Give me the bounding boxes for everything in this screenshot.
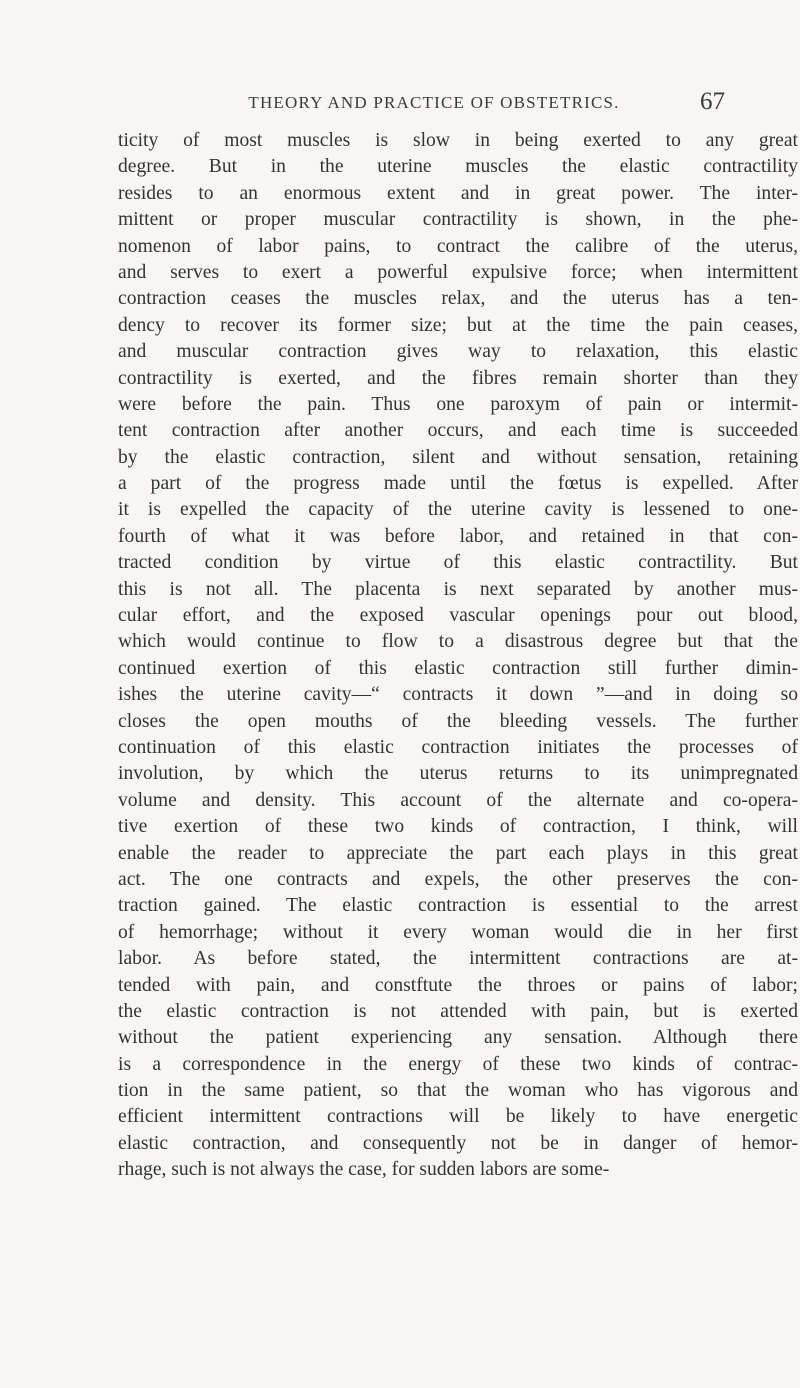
text-line: ticity of most muscles is slow in being exerted to any great (118, 130, 798, 151)
text-line: resides to an enormous extent and in great power. The inter- (118, 182, 798, 204)
text-line: closes the open mouths of the bleeding vessels. The further (118, 710, 798, 732)
text-line: and muscular contraction gives way to relaxation, this elastic (118, 341, 798, 363)
text-line: degree. But in the uterine muscles the elastic contractility (118, 156, 798, 178)
text-line: contraction ceases the muscles relax, and the uterus has a ten- (118, 288, 798, 310)
text-line: without the patient experiencing any sensation. Although there (118, 1027, 798, 1049)
text-line: continuation of this elastic contraction initiates the processes of (118, 736, 798, 758)
text-line: nomenon of labor pains, to contract the calibre of the uterus, (118, 235, 798, 257)
text-line: fourth of what it was before labor, and retained in that con- (118, 525, 798, 547)
text-line: cular effort, and the exposed vascular openings pour out blood, (118, 605, 798, 627)
text-line: contractility is exerted, and the fibres remain shorter than they (118, 367, 798, 389)
page-number: 67 (700, 88, 725, 115)
text-line: labor. As before stated, the intermittent contractions are at- (118, 948, 798, 970)
text-line: elastic contraction, and consequently not be in danger of hemor- (118, 1132, 798, 1154)
text-line: this is not all. The placenta is next separated by another mus- (118, 578, 798, 600)
text-line: is a correspondence in the energy of these two kinds of contrac- (118, 1053, 798, 1075)
text-line: dency to recover its former size; but at the time the pain ceases, (118, 314, 798, 336)
text-line: by the elastic contraction, silent and without sensation, retaining (118, 446, 798, 468)
text-line: involution, by which the uterus returns to its unimpregnated (118, 763, 798, 785)
text-line: volume and density. This account of the alternate and co-opera- (118, 789, 798, 811)
text-line: which would continue to flow to a disastrous degree but that the (118, 631, 798, 653)
text-line: efficient intermittent contractions will be likely to have energetic (118, 1106, 798, 1128)
text-line: the elastic contraction is not attended with pain, but is exerted (118, 1000, 798, 1022)
text-line: and serves to exert a powerful expulsive force; when intermittent (118, 261, 798, 283)
text-line: enable the reader to appreciate the part each plays in this great (118, 842, 798, 864)
text-line: rhage, such is not always the case, for sudden labors are some- (118, 1159, 610, 1181)
text-line: it is expelled the capacity of the uterine cavity is lessened to one- (118, 499, 798, 521)
text-line: ishes the uterine cavity—“ contracts it down ”—and in doing so (118, 684, 798, 706)
text-line: tracted condition by virtue of this elastic contractility. But (118, 552, 798, 574)
text-line: tended with pain, and constftute the throes or pains of labor; (118, 974, 798, 996)
text-line: tent contraction after another occurs, and each time is succeeded (118, 420, 798, 442)
running-head: THEORY AND PRACTICE OF OBSTETRICS. (248, 93, 620, 112)
text-line: were before the pain. Thus one paroxym of pain or intermit- (118, 393, 798, 415)
text-line: a part of the progress made until the fœtus is expelled. After (118, 473, 798, 495)
text-line: continued exertion of this elastic contraction still further dimin- (118, 657, 798, 679)
text-line: traction gained. The elastic contraction is essential to the arrest (118, 895, 798, 917)
text-line: of hemorrhage; without it every woman would die in her first (118, 921, 798, 943)
body-text (118, 128, 798, 1184)
text-line: tive exertion of these two kinds of contraction, I think, will (118, 816, 798, 838)
text-line: tion in the same patient, so that the woman who has vigorous and (118, 1080, 798, 1102)
text-line: act. The one contracts and expels, the other preserves the con- (118, 868, 798, 890)
text-line: mittent or proper muscular contractility is shown, in the phe- (118, 209, 798, 231)
